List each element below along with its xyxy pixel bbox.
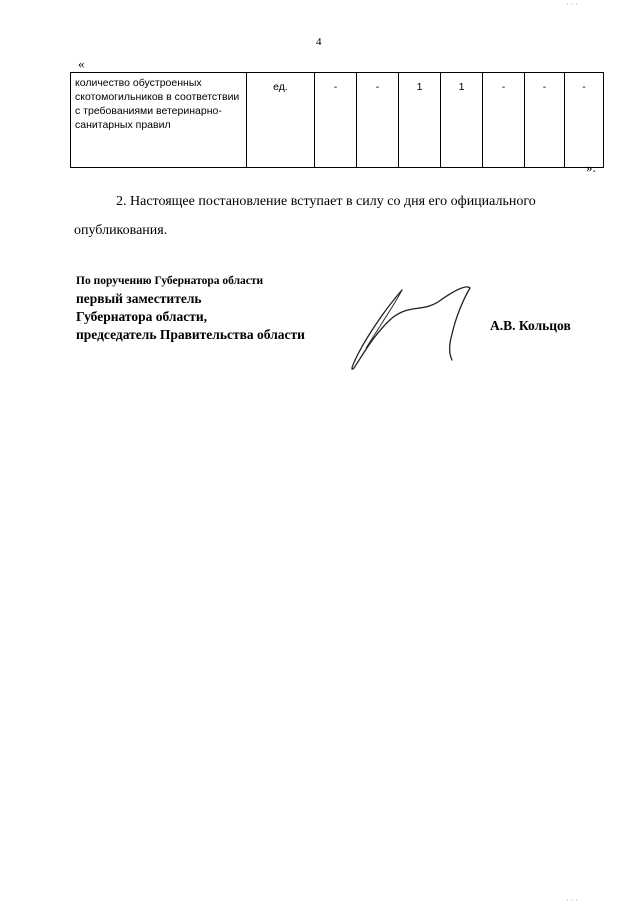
paragraph-line-2: опубликования.	[74, 223, 168, 238]
value-cell: -	[565, 73, 604, 168]
signatory-line-1: По поручению Губернатора области	[76, 275, 264, 287]
scan-edge-mark: · · ·	[566, 0, 578, 9]
value-cell: -	[315, 73, 357, 168]
value-cell: 1	[399, 73, 441, 168]
paragraph-line-1: 2. Настоящее постановление вступает в силу со дня его официального	[116, 194, 536, 209]
unit-cell: ед.	[247, 73, 315, 168]
value-cell: 1	[441, 73, 483, 168]
value-cell: -	[525, 73, 565, 168]
signatory-line-2: первый заместитель	[76, 291, 202, 306]
value-cell: -	[483, 73, 525, 168]
scan-edge-mark: · · ·	[566, 896, 578, 905]
resolution-paragraph	[74, 187, 602, 245]
handwritten-signature	[340, 276, 480, 376]
signatory-name: А.В. Кольцов	[490, 318, 571, 333]
signatory-line-4: председатель Правительства области	[76, 327, 305, 342]
indicator-name-cell: количество обустроенных скотомогильников в соответствии с требованиями ветеринарно-санитарных правил	[71, 73, 247, 168]
page-number: 4	[316, 36, 322, 48]
indicator-table	[70, 72, 604, 168]
value-cell: -	[357, 73, 399, 168]
table-row	[71, 73, 604, 168]
signatory-title-block	[76, 272, 305, 344]
signatory-line-3: Губернатора области,	[76, 309, 207, 324]
closing-quote: ».	[586, 160, 596, 175]
opening-quote: «	[78, 56, 85, 71]
